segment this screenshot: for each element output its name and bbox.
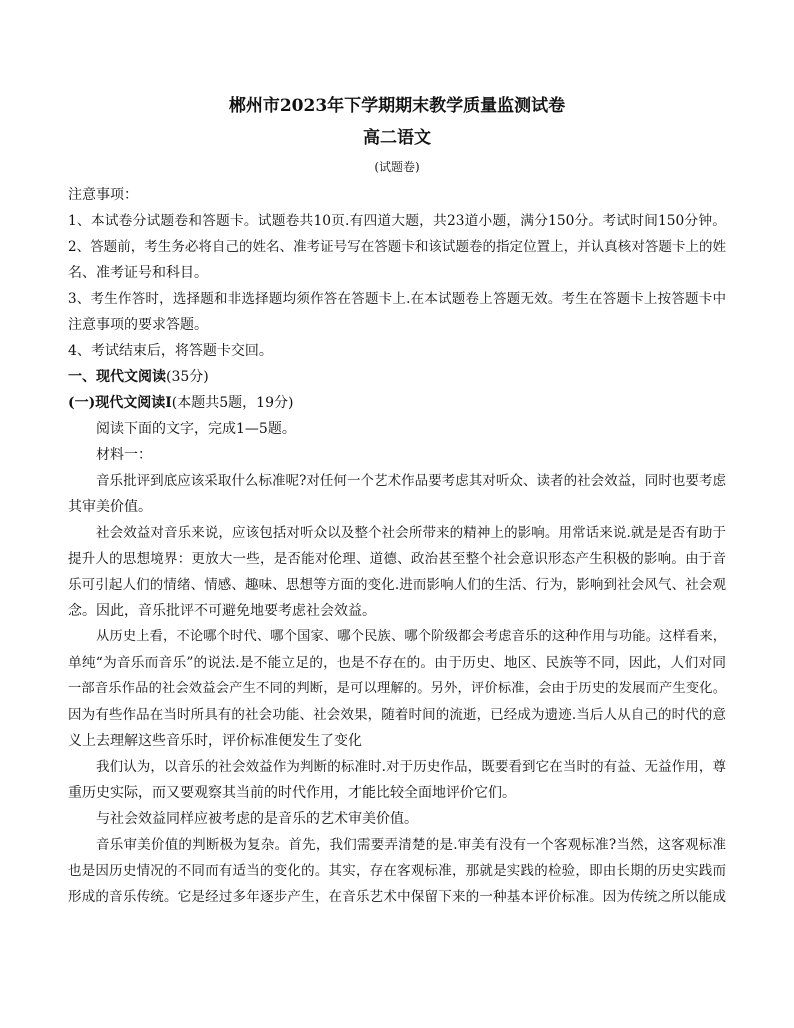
passage-line-2: 其审美价值。 bbox=[68, 499, 152, 515]
passage-line-4: 提升人的思想境界：更放大一些，是否能对伦理、道德、政治甚至整个社会意识形态产生积极的影响。由于音 bbox=[68, 551, 726, 567]
passage-line-8: 单纯“为音乐而音乐”的说法.是不能立足的，也是不存在的。由于历史、地区、民族等不同，因此，人们对同 bbox=[68, 655, 726, 671]
note-line-4: 3、考生作答时，选择题和非选择题均须作答在答题卡上.在本试题卷上答题无效。考生在答题卡上按答题卡中 bbox=[68, 291, 726, 307]
passage-line-13: 重历史实际，而又要观察其当前的时代作用，才能比较全面地评价它们。 bbox=[68, 785, 516, 801]
page-content bbox=[68, 92, 726, 910]
note-line-1: 1、本试卷分试题卷和答题卡。试题卷共10页.有四道大题，共23道小题，满分150分。考试时间150分钟。 bbox=[68, 213, 726, 229]
section-heading bbox=[68, 364, 726, 390]
note-line-6: 4、考试结束后，将答题卡交回。 bbox=[68, 343, 273, 359]
exam-subject: 高二语文 bbox=[363, 128, 431, 148]
passage-line-17: 形成的音乐传统。它是经过多年逐步产生，在音乐艺术中保留下来的一种基本评价标准。因为传统之所以能成 bbox=[68, 889, 726, 905]
exam-title: 郴州市2023年下学期期末教学质量监测试卷 bbox=[228, 96, 566, 116]
material-label: 材料一： bbox=[96, 447, 152, 463]
section-heading-text: 一、现代文阅读 bbox=[68, 369, 166, 385]
notes-heading: 注意事项： bbox=[68, 187, 138, 203]
passage-line-7: 从历史上看，不论哪个时代、哪个国家、哪个民族、哪个阶级都会考虑音乐的这种作用与功能。这样看来， bbox=[96, 629, 726, 644]
passage-line-10: 因为有些作品在当时所具有的社会功能、社会效果，随着时间的流逝，已经成为遗迹.当后人从自己的时代的意 bbox=[68, 707, 726, 723]
subsection-heading bbox=[68, 390, 726, 416]
passage-line-3: 社会效益对音乐来说，应该包括对听众以及整个社会所带来的精神上的影响。用常话来说.就是是否有助于 bbox=[96, 525, 726, 541]
subsection-heading-text: (一)现代文阅读Ⅰ bbox=[68, 395, 172, 411]
reading-instruction: 阅读下面的文字，完成1—5题。 bbox=[96, 421, 296, 437]
note-line-3: 名、准考证号和科目。 bbox=[68, 265, 208, 281]
passage-line-9: 一部音乐作品的社会效益会产生不同的判断，是可以理解的。另外，评价标准，会由于历史的发展而产生变化。 bbox=[68, 681, 726, 696]
subsection-heading-score: (本题共5题，19分) bbox=[171, 395, 294, 411]
passage-line-1: 音乐批评到底应该采取什么标准呢?对任何一个艺术作品要考虑其对听众、读者的社会效益，同时也要考虑 bbox=[96, 473, 726, 489]
passage-line-6: 念。因此，音乐批评不可避免地要考虑社会效益。 bbox=[68, 603, 376, 619]
passage-line-5: 乐可引起人们的情绪、情感、趣味、思想等方面的变化.进而影响人们的生活、行为，影响到社会风气、社会观 bbox=[68, 577, 726, 593]
section-heading-score: (35分) bbox=[166, 369, 209, 385]
passage-line-15: 音乐审美价值的判断极为复杂。首先，我们需要弄清楚的是.审美有没有一个客观标准?当然，这客观标准 bbox=[96, 837, 726, 853]
note-line-5: 注意事项的要求答题。 bbox=[68, 317, 208, 333]
passage-line-11: 义上去理解这些音乐时，评价标准便发生了变化 bbox=[68, 733, 362, 749]
passage-line-14: 与社会效益同样应被考虑的是音乐的艺术审美价值。 bbox=[96, 811, 418, 827]
passage-line-12: 我们认为，以音乐的社会效益作为判断的标准时.对于历史作品，既要看到它在当时的有益、无益作用，尊 bbox=[96, 759, 726, 775]
note-line-2: 2、答题前，考生务必将自己的姓名、准考证号写在答题卡和该试题卷的指定位置上，并认真核对答题卡上的姓 bbox=[68, 239, 726, 255]
passage-line-16: 也是因历史情况的不同而有适当的变化的。其实，存在客观标准，那就是实践的检验，即由长期的历史实践而 bbox=[68, 863, 726, 879]
paper-type-label: (试题卷) bbox=[374, 160, 420, 174]
